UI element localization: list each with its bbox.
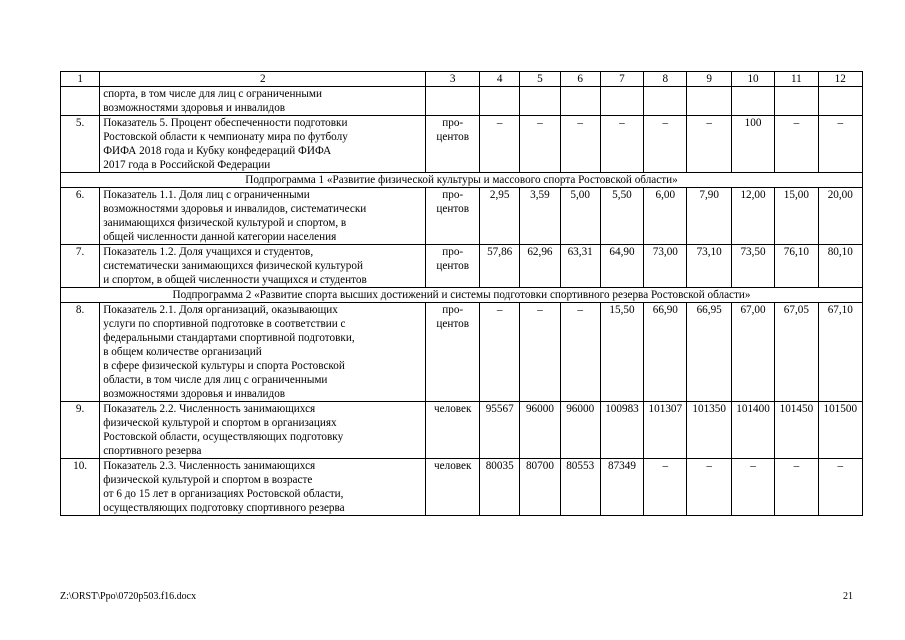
subprogram-title: Подпрограмма 2 «Развитие спорта высших достижений и системы подготовки спортивного резерва Ростовской области» — [61, 288, 863, 303]
value-cell: 80553 — [560, 459, 600, 516]
unit-cell: человек — [426, 459, 480, 516]
subprogram-row — [61, 173, 863, 188]
indicator-name: Показатель 1.1. Доля лиц с ограниченными возможностями здоровья и инвалидов, систематически занимающихся физической культурой и спортом, в общей численности данной категории населения — [100, 188, 426, 245]
header-cell: 9 — [687, 72, 731, 87]
value-cell: 62,96 — [520, 245, 560, 288]
value-cell: – — [480, 116, 520, 173]
value-cell: 5,50 — [600, 188, 643, 245]
table-row — [61, 116, 863, 173]
indicator-name: Показатель 2.2. Численность занимающихся физической культурой и спортом в организациях Ростовской области, осуществляющих подготовку спортивного резерва — [100, 402, 426, 459]
indicator-name: Показатель 2.1. Доля организаций, оказывающих услуги по спортивной подготовке в соответствии с федеральными стандартами спортивной подготовки, в общем количестве организаций в сфере физической культуры и спорта Ростовской области, в том числе для лиц с ограниченными возможностями здоровья и инвалидов — [100, 303, 426, 402]
unit-cell: про- центов — [426, 245, 480, 288]
value-cell: 2,95 — [480, 188, 520, 245]
value-cell: 101350 — [687, 402, 731, 459]
value-cell: – — [818, 116, 862, 173]
footer-page-number: 21 — [843, 591, 853, 602]
value-cell: – — [818, 459, 862, 516]
header-cell: 10 — [731, 72, 774, 87]
header-cell: 12 — [818, 72, 862, 87]
value-cell: 5,00 — [560, 188, 600, 245]
value-cell: 73,10 — [687, 245, 731, 288]
value-cell: 67,00 — [731, 303, 774, 402]
value-cell: 100983 — [600, 402, 643, 459]
value-cell: 101450 — [775, 402, 818, 459]
value-cell: – — [520, 303, 560, 402]
value-cell — [560, 87, 600, 116]
value-cell: – — [775, 459, 818, 516]
header-cell: 6 — [560, 72, 600, 87]
indicator-name: Показатель 1.2. Доля учащихся и студентов, систематически занимающихся физической культурой и спортом, в общей численности учащихся и студентов — [100, 245, 426, 288]
value-cell: – — [731, 459, 774, 516]
indicator-name: Показатель 5. Процент обеспеченности подготовки Ростовской области к чемпионату мира по футболу ФИФА 2018 года и Кубку конфедераций ФИФА 2017 года в Российской Федерации — [100, 116, 426, 173]
row-number: 8. — [61, 303, 100, 402]
value-cell: 15,00 — [775, 188, 818, 245]
unit-cell: про- центов — [426, 303, 480, 402]
value-cell: 96000 — [560, 402, 600, 459]
value-cell: – — [687, 116, 731, 173]
unit-cell — [426, 87, 480, 116]
header-cell: 3 — [426, 72, 480, 87]
header-cell: 11 — [775, 72, 818, 87]
value-cell: – — [520, 116, 560, 173]
value-cell: 7,90 — [687, 188, 731, 245]
table-row — [61, 303, 863, 402]
value-cell: 15,50 — [600, 303, 643, 402]
table-row — [61, 245, 863, 288]
value-cell — [818, 87, 862, 116]
value-cell — [600, 87, 643, 116]
header-row — [61, 72, 863, 87]
value-cell: – — [600, 116, 643, 173]
value-cell: 73,00 — [644, 245, 687, 288]
row-number: 10. — [61, 459, 100, 516]
value-cell — [480, 87, 520, 116]
unit-cell: человек — [426, 402, 480, 459]
value-cell — [520, 87, 560, 116]
value-cell: 6,00 — [644, 188, 687, 245]
value-cell: 100 — [731, 116, 774, 173]
indicator-name: Показатель 2.3. Численность занимающихся физической культурой и спортом в возрасте от 6 до 15 лет в организациях Ростовской области, осуществляющих подготовку спортивного резерва — [100, 459, 426, 516]
value-cell: – — [775, 116, 818, 173]
row-number: 7. — [61, 245, 100, 288]
value-cell: 80,10 — [818, 245, 862, 288]
table-row — [61, 459, 863, 516]
value-cell — [687, 87, 731, 116]
value-cell: 57,86 — [480, 245, 520, 288]
header-cell: 8 — [644, 72, 687, 87]
value-cell: 3,59 — [520, 188, 560, 245]
unit-cell: про- центов — [426, 116, 480, 173]
value-cell: 12,00 — [731, 188, 774, 245]
value-cell — [644, 87, 687, 116]
table-row — [61, 188, 863, 245]
unit-cell: про- центов — [426, 188, 480, 245]
row-number — [61, 87, 100, 116]
value-cell: 64,90 — [600, 245, 643, 288]
value-cell: 101307 — [644, 402, 687, 459]
header-cell: 4 — [480, 72, 520, 87]
value-cell: 66,90 — [644, 303, 687, 402]
value-cell: 63,31 — [560, 245, 600, 288]
value-cell: – — [687, 459, 731, 516]
value-cell: 87349 — [600, 459, 643, 516]
footer-file-path: Z:\ORST\Ppo\0720p503.f16.docx — [60, 591, 197, 602]
value-cell: – — [644, 459, 687, 516]
value-cell: 67,10 — [818, 303, 862, 402]
value-cell: 80035 — [480, 459, 520, 516]
table-row — [61, 402, 863, 459]
value-cell: 66,95 — [687, 303, 731, 402]
row-number: 6. — [61, 188, 100, 245]
value-cell: 96000 — [520, 402, 560, 459]
value-cell: – — [560, 303, 600, 402]
value-cell — [775, 87, 818, 116]
row-number: 5. — [61, 116, 100, 173]
value-cell: 95567 — [480, 402, 520, 459]
header-cell: 1 — [61, 72, 100, 87]
row-number: 9. — [61, 402, 100, 459]
value-cell: 76,10 — [775, 245, 818, 288]
value-cell: – — [480, 303, 520, 402]
header-cell: 5 — [520, 72, 560, 87]
indicators-table — [60, 71, 863, 516]
value-cell: 73,50 — [731, 245, 774, 288]
value-cell: – — [560, 116, 600, 173]
subprogram-row — [61, 288, 863, 303]
value-cell — [731, 87, 774, 116]
value-cell: 20,00 — [818, 188, 862, 245]
indicator-name: спорта, в том числе для лиц с ограниченными возможностями здоровья и инвалидов — [100, 87, 426, 116]
value-cell: 67,05 — [775, 303, 818, 402]
header-cell: 7 — [600, 72, 643, 87]
value-cell: 101500 — [818, 402, 862, 459]
header-cell: 2 — [100, 72, 426, 87]
subprogram-title: Подпрограмма 1 «Развитие физической культуры и массового спорта Ростовской области» — [61, 173, 863, 188]
value-cell: – — [644, 116, 687, 173]
table-row — [61, 87, 863, 116]
value-cell: 80700 — [520, 459, 560, 516]
value-cell: 101400 — [731, 402, 774, 459]
